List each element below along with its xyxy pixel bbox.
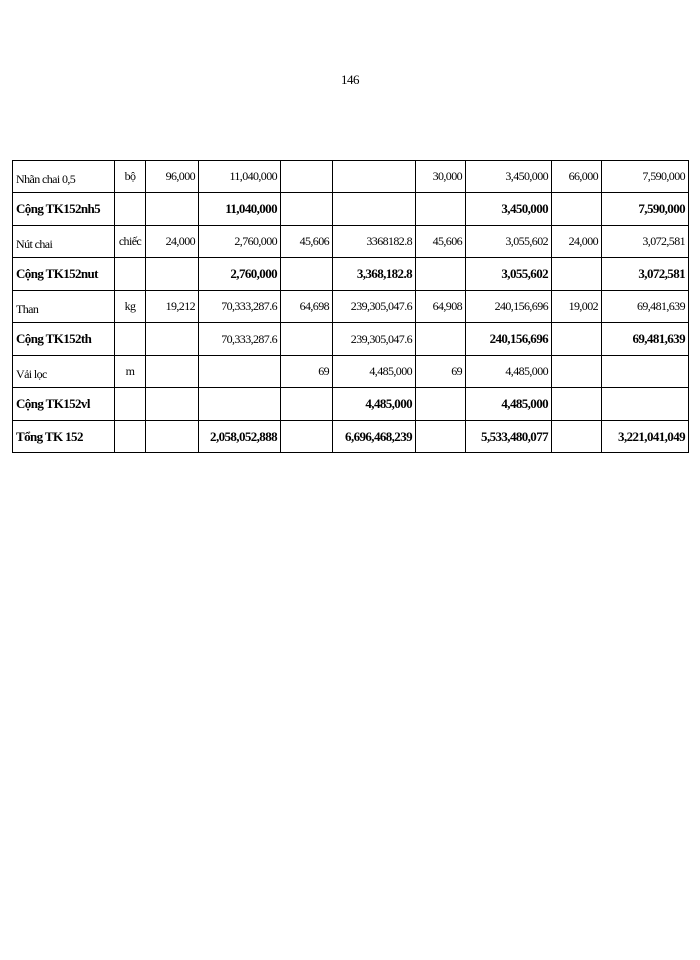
cell-opening-value: 2,760,000	[199, 226, 281, 258]
cell-in-qty	[281, 258, 333, 291]
cell-closing-qty	[552, 356, 602, 388]
cell-out-value: 3,450,000	[466, 193, 552, 226]
subtotal-row	[13, 323, 689, 356]
cell-item-name: Cộng TK152th	[13, 323, 115, 356]
table-row	[13, 226, 689, 258]
cell-opening-value: 11,040,000	[199, 161, 281, 193]
table-row	[13, 161, 689, 193]
cell-closing-qty	[552, 323, 602, 356]
cell-unit	[115, 193, 146, 226]
cell-opening-value: 2,760,000	[199, 258, 281, 291]
subtotal-row	[13, 388, 689, 421]
cell-closing-qty	[552, 421, 602, 453]
cell-in-qty	[281, 323, 333, 356]
cell-closing-value: 69,481,639	[602, 323, 689, 356]
cell-opening-qty: 96,000	[146, 161, 199, 193]
cell-in-value: 3,368,182.8	[333, 258, 416, 291]
cell-item-name: Than	[13, 291, 115, 323]
cell-in-qty: 69	[281, 356, 333, 388]
cell-in-qty	[281, 193, 333, 226]
cell-in-qty	[281, 161, 333, 193]
cell-out-value: 3,055,602	[466, 226, 552, 258]
grand-total-row	[13, 421, 689, 453]
cell-unit: chiếc	[115, 226, 146, 258]
cell-unit	[115, 421, 146, 453]
cell-unit: m	[115, 356, 146, 388]
cell-out-value: 4,485,000	[466, 388, 552, 421]
cell-item-name: Nút chai	[13, 226, 115, 258]
cell-closing-value: 3,072,581	[602, 258, 689, 291]
cell-in-qty: 45,606	[281, 226, 333, 258]
cell-in-value: 3368182.8	[333, 226, 416, 258]
cell-opening-qty: 24,000	[146, 226, 199, 258]
cell-opening-value: 70,333,287.6	[199, 291, 281, 323]
cell-in-qty	[281, 388, 333, 421]
cell-unit	[115, 388, 146, 421]
cell-in-qty	[281, 421, 333, 453]
cell-in-value	[333, 161, 416, 193]
cell-closing-value	[602, 356, 689, 388]
cell-in-value: 239,305,047.6	[333, 323, 416, 356]
inventory-ledger-table	[12, 160, 689, 453]
cell-item-name: Vải lọc	[13, 356, 115, 388]
cell-out-qty: 69	[416, 356, 466, 388]
cell-opening-qty	[146, 258, 199, 291]
cell-closing-qty	[552, 388, 602, 421]
cell-out-value: 240,156,696	[466, 323, 552, 356]
subtotal-row	[13, 193, 689, 226]
cell-out-qty	[416, 421, 466, 453]
subtotal-row	[13, 258, 689, 291]
cell-opening-qty	[146, 356, 199, 388]
cell-unit: bộ	[115, 161, 146, 193]
page-number: 146	[341, 72, 359, 87]
cell-in-qty: 64,698	[281, 291, 333, 323]
cell-out-value: 4,485,000	[466, 356, 552, 388]
cell-closing-qty: 24,000	[552, 226, 602, 258]
table-row	[13, 291, 689, 323]
cell-closing-value: 3,221,041,049	[602, 421, 689, 453]
cell-item-name: Cộng TK152vl	[13, 388, 115, 421]
cell-in-value: 239,305,047.6	[333, 291, 416, 323]
cell-out-qty	[416, 323, 466, 356]
table-row	[13, 356, 689, 388]
cell-opening-qty	[146, 388, 199, 421]
cell-out-qty	[416, 388, 466, 421]
cell-closing-qty	[552, 193, 602, 226]
cell-opening-qty	[146, 421, 199, 453]
cell-item-name: Tổng TK 152	[13, 421, 115, 453]
cell-out-qty: 30,000	[416, 161, 466, 193]
cell-out-value: 3,450,000	[466, 161, 552, 193]
cell-in-value: 6,696,468,239	[333, 421, 416, 453]
cell-item-name: Cộng TK152nut	[13, 258, 115, 291]
cell-opening-value	[199, 356, 281, 388]
cell-closing-value: 69,481,639	[602, 291, 689, 323]
cell-out-qty	[416, 193, 466, 226]
cell-closing-value	[602, 388, 689, 421]
cell-in-value: 4,485,000	[333, 356, 416, 388]
cell-closing-qty: 19,002	[552, 291, 602, 323]
cell-item-name: Cộng TK152nh5	[13, 193, 115, 226]
cell-closing-value: 7,590,000	[602, 193, 689, 226]
cell-opening-qty	[146, 193, 199, 226]
cell-opening-value	[199, 388, 281, 421]
cell-out-value: 3,055,602	[466, 258, 552, 291]
cell-opening-qty: 19,212	[146, 291, 199, 323]
cell-closing-qty	[552, 258, 602, 291]
cell-closing-value: 3,072,581	[602, 226, 689, 258]
cell-opening-value: 70,333,287.6	[199, 323, 281, 356]
cell-out-qty	[416, 258, 466, 291]
cell-opening-value: 2,058,052,888	[199, 421, 281, 453]
cell-out-value: 5,533,480,077	[466, 421, 552, 453]
cell-opening-value: 11,040,000	[199, 193, 281, 226]
cell-closing-qty: 66,000	[552, 161, 602, 193]
cell-closing-value: 7,590,000	[602, 161, 689, 193]
cell-unit	[115, 258, 146, 291]
cell-unit: kg	[115, 291, 146, 323]
cell-unit	[115, 323, 146, 356]
cell-opening-qty	[146, 323, 199, 356]
cell-item-name: Nhãn chai 0,5	[13, 161, 115, 193]
cell-out-value: 240,156,696	[466, 291, 552, 323]
cell-out-qty: 64,908	[416, 291, 466, 323]
cell-out-qty: 45,606	[416, 226, 466, 258]
cell-in-value: 4,485,000	[333, 388, 416, 421]
cell-in-value	[333, 193, 416, 226]
